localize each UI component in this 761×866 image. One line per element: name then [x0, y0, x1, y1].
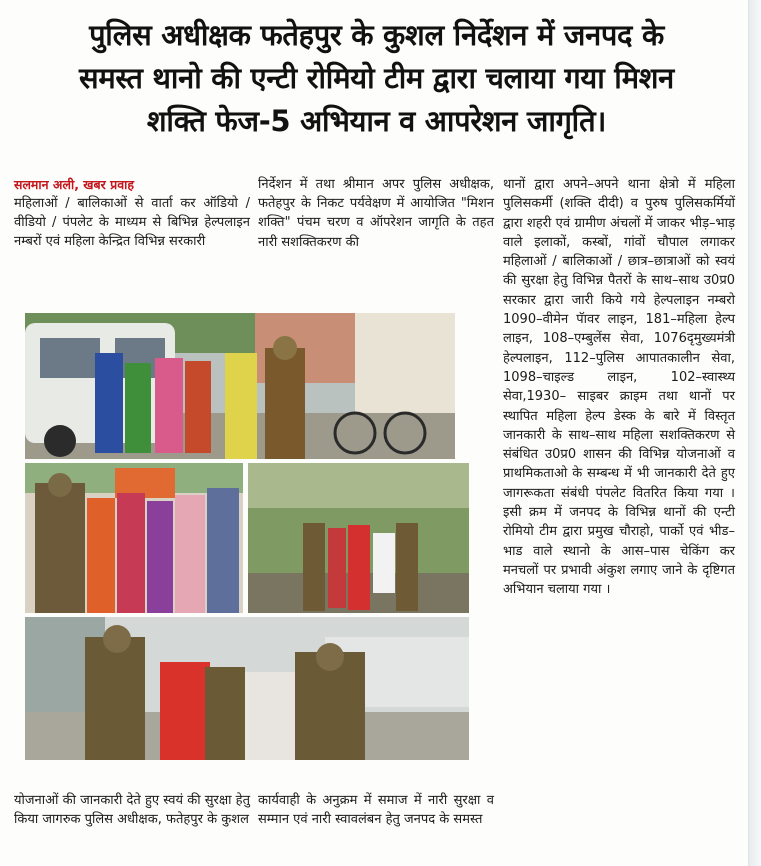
photo-policewoman-with-group: [25, 463, 243, 613]
byline: सलमान अली, खबर प्रवाह: [14, 177, 135, 192]
article-bottom-column-2: [258, 791, 494, 829]
headline-line-1: पुलिस अधीक्षक फतेहपुर के कुशल निर्देशन में जनपद के: [89, 18, 664, 52]
bottom-column-2-text: कार्यवाही के अनुक्रम में समाज में नारी सुरक्षा व सम्मान एवं नारी स्वावलंबन हेतु जनपद के समस्त: [258, 793, 494, 828]
article-column-1: [14, 175, 250, 252]
headline: [14, 14, 739, 143]
headline-line-3: शक्ति फेज-5 अभियान व आपरेशन जागृति।: [146, 104, 607, 138]
photo-police-team-pamphlets: [248, 463, 469, 613]
photo-police-with-women-near-jeep: [25, 313, 455, 459]
article-column-2: [258, 175, 494, 252]
article-column-3: [503, 175, 735, 600]
bottom-column-1-text: योजनाओं की जानकारी देते हुए स्वयं की सुरक्षा हेतु किया जागरुक पुलिस अधीक्षक, फतेहपुर के कुशल: [14, 793, 250, 828]
column-2-text: निर्देशन में तथा श्रीमान अपर पुलिस अधीक्षक, फतेहपुर के निकट पर्यवेक्षण में आयोजित "मिशन शक्ति" पंचम चरण व ऑपरेशन जागृति के तहत नारी सशक्तिकरण की: [258, 177, 494, 250]
article-bottom-column-1: [14, 791, 250, 829]
page-edge-strip: [748, 0, 761, 866]
headline-line-2: समस्त थानो की एन्टी रोमियो टीम द्वारा चलाया गया मिशन: [79, 61, 674, 95]
column-3-text: थानों द्वारा अपने–अपने थाना क्षेत्रो में महिला पुलिसकर्मी (शक्ति दीदी) व पुरुष पुलिसकर्मियों द्वारा शहरी एवं ग्रामीण अंचलों में जाकर भीड़–भाड़ वाले इलाकों, कस्बों, गांवों चौपाल लगाकर महिलाओं / बालिकाओं / छात्र–छात्राओं को स्वयं की सुरक्षा हेतु विभिन्न पैतरों के साथ–साथ उ0प्र0 सरकार द्वारा जारी किये गये हेल्पलाइन नम्बरो 1090–वीमेन पॅावर लाइन, 181–महिला हेल्प लाइन, 108–एम्बुलेंस सेवा, 1076दृमुख्यमंत्री हेल्पलाइन, 112–पुलिस आपातकालीन सेवा, 1098–चाइल्ड लाइन, 102–स्वास्थ्य सेवा,1930– साइबर क्राइम तथा थानों पर स्थापित महिला हेल्प डेस्क के बारे में विस्तृत जानकारी के साथ–साथ महिला सशक्तिकरण से संबंधित उ0प्र0 शासन की विभिन्न योजनाओं व प्राथमिकताओ के सम्बन्ध में भी जानकारी देते हुए जागरूकता संबंधी पंपलेट वितरित किया गया । इसी क्रम में जनपद के विभिन्न थानों की एन्टी रोमियो टीम द्वारा प्रमुख चौराहो, पार्को एवं भीड–भाड वाले स्थानो के आस–पास चेकिंग कर मनचलों पर प्रभावी अंकुश लगाए जाने के दृष्टिगत अभियान चलाया गया ।: [503, 177, 735, 598]
photo-police-street-awareness: [25, 617, 469, 760]
column-1-text: महिलाओं / बालिकाओं से वार्ता कर ऑडियो / वीडियो / पंपलेट के माध्यम से बिभिन्न हेल्पलाइन नम्बरों एवं महिला केन्द्रित विभिन्न सरकारी: [14, 196, 250, 250]
